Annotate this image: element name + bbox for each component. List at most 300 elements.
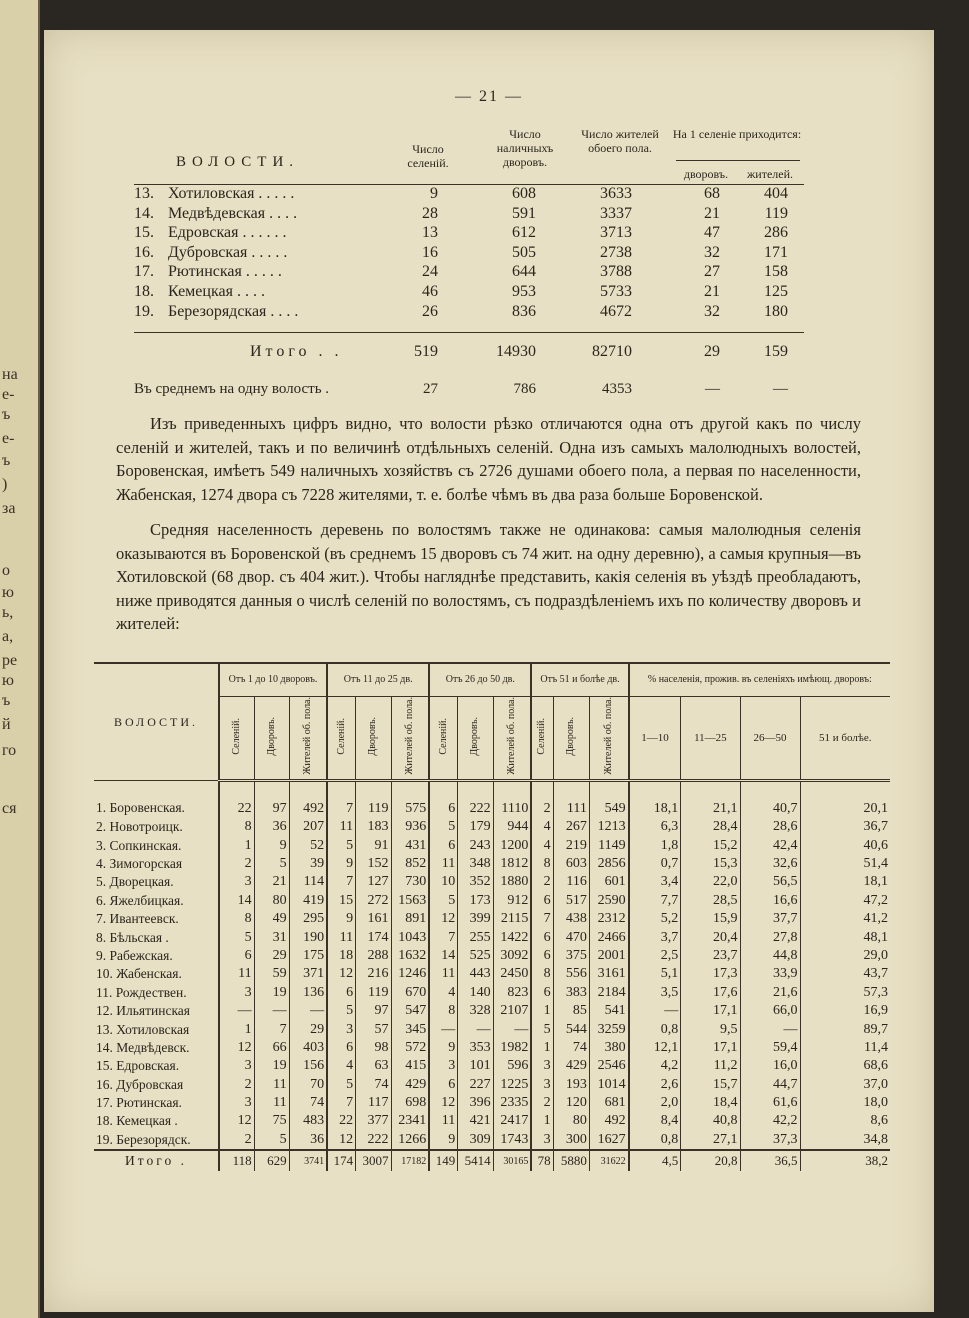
cell: 3 [327, 1020, 356, 1038]
cell: 2001 [589, 947, 628, 965]
cell: — [458, 1020, 493, 1038]
cell: 22 [327, 1112, 356, 1130]
cell: 0,8 [629, 1131, 681, 1150]
cell: 80 [553, 1112, 589, 1130]
summary-row-number: 19. [134, 302, 154, 320]
cell: 2 [219, 855, 254, 873]
cell: 3337 [600, 204, 632, 222]
margin-fragment: о [2, 562, 10, 579]
cell: 175 [289, 947, 327, 965]
cell: 2417 [493, 1112, 531, 1130]
cell: 8,6 [870, 1113, 888, 1129]
summary-header-zhitelei: Число жителей обоего пола. [581, 127, 659, 155]
cell: 9 [327, 910, 356, 928]
cell: 2107 [493, 1002, 531, 1020]
cell: 161 [356, 910, 391, 928]
table-row [94, 873, 890, 891]
row-name: 8. Бѣльская . [94, 928, 219, 946]
cell: 16 [422, 243, 438, 261]
cell: 1110 [493, 780, 531, 818]
cell: 18,4 [681, 1094, 740, 1112]
cell: 4 [531, 818, 553, 836]
cell: 8 [429, 1002, 458, 1020]
cell: 11 [327, 818, 356, 836]
subheader-label: Жителей об. пола. [403, 697, 415, 775]
cell: 1 [531, 1002, 553, 1020]
margin-fragment: ь, [2, 604, 14, 621]
cell: 152 [356, 855, 391, 873]
cell: 27,8 [740, 928, 800, 946]
cell: 207 [289, 818, 327, 836]
cell: 222 [356, 1131, 391, 1150]
cell: 1246 [391, 965, 429, 983]
summary-row-name: Рютинская . . . . . [168, 263, 282, 281]
cell: 15,7 [681, 1076, 740, 1094]
cell: 21 [704, 283, 720, 300]
row-name: 3. Сопкинская. [94, 836, 219, 854]
cell: 1422 [493, 928, 531, 946]
cell: 7 [327, 873, 356, 891]
cell: 14930 [496, 343, 536, 360]
cell: 15,3 [681, 855, 740, 873]
subheader-dv [458, 697, 493, 781]
cell: 295 [289, 910, 327, 928]
cell: 2 [531, 780, 553, 818]
summary-row [44, 283, 844, 302]
margin-fragment: й [2, 716, 11, 733]
margin-fragment: ) [2, 476, 8, 493]
cell: 3 [219, 873, 254, 891]
cell: 117 [356, 1094, 391, 1112]
subheader-p4: 51 и болѣе. [800, 697, 890, 781]
cell: 396 [458, 1094, 493, 1112]
cell: 8 [219, 818, 254, 836]
cell: 4 [531, 836, 553, 854]
summary-row-name: Едровская . . . . . . [168, 224, 287, 242]
cell: 2590 [589, 892, 628, 910]
subheader-zh [391, 697, 429, 781]
row-name: 5. Дворецкая. [94, 873, 219, 891]
cell: 42,4 [740, 836, 800, 854]
cell: 101 [458, 1057, 493, 1075]
cell: 5,2 [629, 910, 681, 928]
cell: 7,7 [629, 892, 681, 910]
cell: 5733 [600, 283, 632, 300]
cell: 19 [254, 984, 289, 1002]
cell: 2,5 [629, 947, 681, 965]
cell: 519 [414, 343, 438, 360]
cell: 5 [531, 1020, 553, 1038]
cell: 56,5 [740, 873, 800, 891]
cell: 6 [327, 1039, 356, 1057]
cell: 6 [429, 836, 458, 854]
cell: 32,6 [740, 855, 800, 873]
cell: 20,4 [681, 928, 740, 946]
summary-row-number: 15. [134, 224, 154, 242]
cell: 17,3 [681, 965, 740, 983]
cell: 12 [327, 1131, 356, 1150]
summary-header-per-dvor: дворовъ. [683, 167, 729, 181]
cell: 4353 [602, 381, 632, 397]
cell: 12,1 [629, 1039, 681, 1057]
cell: 119 [356, 780, 391, 818]
cell: 541 [589, 1002, 628, 1020]
cell: — [705, 381, 720, 397]
cell: 596 [493, 1057, 531, 1075]
margin-fragment: е- [2, 430, 15, 447]
cell: 6 [531, 928, 553, 946]
cell: — [773, 381, 788, 397]
summary-row-name: Березорядская . . . . [168, 302, 299, 320]
margin-fragment: ю [2, 584, 14, 601]
cell: 1,8 [629, 836, 681, 854]
cell: 180 [764, 302, 788, 320]
cell: 601 [589, 873, 628, 891]
cell: 2 [531, 1094, 553, 1112]
cell: 556 [553, 965, 589, 983]
cell: 17,1 [681, 1039, 740, 1057]
row-name: 2. Новотроицк. [94, 818, 219, 836]
cell: 32 [704, 302, 720, 320]
cell: 549 [589, 780, 628, 818]
subheader-label: Дворовъ. [469, 716, 481, 756]
row-name: 4. Зимогорская [94, 855, 219, 873]
total-cell: 3007 [356, 1150, 391, 1171]
subheader-label: Селеній. [230, 717, 242, 755]
cell: 6 [531, 892, 553, 910]
cell: 6 [219, 947, 254, 965]
summary-row-number: 18. [134, 283, 154, 300]
row-name: 1. Боровенская. [94, 780, 219, 818]
cell: 222 [458, 780, 493, 818]
cell: 575 [391, 780, 429, 818]
subheader-sel [327, 697, 356, 781]
cell: 438 [553, 910, 589, 928]
cell: 82710 [592, 343, 632, 360]
cell: 2335 [493, 1094, 531, 1112]
cell: 6 [531, 947, 553, 965]
cell: 3,7 [629, 928, 681, 946]
subheader-label: Жителей об. пола. [301, 697, 313, 775]
cell: 21,1 [681, 780, 740, 818]
total-cell: 30165 [493, 1150, 531, 1171]
cell: 11 [429, 965, 458, 983]
table-row [94, 1094, 890, 1112]
subheader-p1: 1—10 [629, 697, 681, 781]
summary-row [44, 303, 844, 322]
cell: 37,7 [740, 910, 800, 928]
left-page-edge [0, 0, 40, 1318]
summary-table [44, 30, 934, 410]
cell: 47,2 [863, 892, 888, 908]
cell: 70 [289, 1076, 327, 1094]
cell: 483 [289, 1112, 327, 1130]
cell: 243 [458, 836, 493, 854]
cell: 47 [704, 224, 720, 242]
cell: 7 [327, 780, 356, 818]
cell: 12 [219, 1112, 254, 1130]
cell: 470 [553, 928, 589, 946]
margin-fragment: ъ [2, 692, 11, 709]
subheader-label: Дворовъ. [265, 716, 277, 756]
cell: 74 [553, 1039, 589, 1057]
cell: 3 [531, 1076, 553, 1094]
cell: 505 [512, 243, 536, 261]
cell: 1632 [391, 947, 429, 965]
cell: 5 [429, 818, 458, 836]
cell: 2450 [493, 965, 531, 983]
cell: 75 [254, 1112, 289, 1130]
cell: 32 [704, 243, 720, 261]
subheader-dv [356, 697, 391, 781]
cell: 28,4 [681, 818, 740, 836]
cell: 127 [356, 873, 391, 891]
cell: 786 [513, 381, 536, 397]
villages-total-row [94, 1150, 890, 1171]
cell: — [493, 1020, 531, 1038]
summary-header-volosti: ВОЛОСТИ. [176, 154, 300, 170]
cell: 1 [219, 836, 254, 854]
table-row [94, 836, 890, 854]
cell: 836 [512, 302, 536, 320]
cell: 1266 [391, 1131, 429, 1150]
cell: 11,2 [681, 1057, 740, 1075]
cell: 4 [429, 984, 458, 1002]
cell: 59 [254, 965, 289, 983]
cell: 429 [391, 1076, 429, 1094]
cell: 300 [553, 1131, 589, 1150]
cell: 9 [327, 855, 356, 873]
cell: 89,7 [863, 1021, 888, 1037]
cell: 190 [289, 928, 327, 946]
cell: 43,7 [863, 966, 888, 982]
cell: 20,1 [863, 800, 888, 816]
cell: 29 [704, 343, 720, 360]
header-group-5: % населенія, прожив. въ селеніяхъ имѣющ. дворовъ: [629, 663, 890, 697]
summary-total-rule [134, 332, 804, 333]
cell: 272 [356, 892, 391, 910]
cell: 5 [219, 928, 254, 946]
cell: 23,7 [681, 947, 740, 965]
cell: 174 [356, 928, 391, 946]
cell: 4 [327, 1057, 356, 1075]
cell: 608 [512, 185, 536, 202]
row-name: 10. Жабенская. [94, 965, 219, 983]
cell: 27,1 [681, 1131, 740, 1150]
cell: 419 [289, 892, 327, 910]
cell: 348 [458, 855, 493, 873]
cell: 219 [553, 836, 589, 854]
subheader-label: Селеній. [536, 717, 548, 755]
total-cell: 17182 [391, 1150, 429, 1171]
cell: 2,6 [629, 1076, 681, 1094]
subheader-label: Дворовъ. [367, 716, 379, 756]
cell: 2115 [493, 910, 531, 928]
cell: 5 [327, 1076, 356, 1094]
cell: 98 [356, 1039, 391, 1057]
cell: 1200 [493, 836, 531, 854]
summary-row [44, 263, 844, 282]
cell: 11 [254, 1076, 289, 1094]
cell: 1225 [493, 1076, 531, 1094]
total-cell: 118 [219, 1150, 254, 1171]
cell: 18,0 [863, 1095, 888, 1111]
cell: 29 [254, 947, 289, 965]
total-cell: 78 [531, 1150, 553, 1171]
cell: 415 [391, 1057, 429, 1075]
cell: 18 [327, 947, 356, 965]
cell: 2466 [589, 928, 628, 946]
row-name: 13. Хотиловская [94, 1020, 219, 1038]
subheader-p3: 26—50 [740, 697, 800, 781]
cell: 28,6 [740, 818, 800, 836]
cell: 68 [704, 185, 720, 202]
cell: 1982 [493, 1039, 531, 1057]
cell: 11 [254, 1094, 289, 1112]
cell: 1014 [589, 1076, 628, 1094]
cell: 644 [512, 263, 536, 281]
summary-row-name: Кемецкая . . . . [168, 283, 265, 300]
paragraph-1: Изъ приведенныхъ цифръ видно, что волости рѣзко отличаются одна отъ другой какъ по числу селеній и жителей, такъ и по величинѣ отдѣльныхъ селеній. Одна изъ самыхъ малолюдныхъ волостей, Боровенская, имѣетъ 549 наличныхъ хозяйствъ съ 2726 душами обоего пола, а первая по населенности, Жабенская, 1274 двора съ 7228 жителями, т. е. болѣе чѣмъ въ два раза больше Боровенской. [116, 414, 861, 504]
cell: 36 [254, 818, 289, 836]
cell: 41,2 [863, 911, 888, 927]
summary-header-rule [676, 160, 800, 161]
cell: 286 [764, 224, 788, 242]
cell: 547 [391, 1002, 429, 1020]
cell: 216 [356, 965, 391, 983]
summary-row-number: 16. [134, 243, 154, 261]
cell: 9 [430, 185, 438, 202]
table-row [94, 1057, 890, 1075]
cell: 24 [422, 263, 438, 281]
cell: — [740, 1020, 800, 1038]
header-group-1: Отъ 1 до 10 дворовъ. [219, 663, 327, 697]
cell: 63 [356, 1057, 391, 1075]
cell: 3633 [600, 185, 632, 202]
cell: 17,6 [681, 984, 740, 1002]
cell: 52 [289, 836, 327, 854]
cell: 5 [254, 855, 289, 873]
cell: — [629, 1002, 681, 1020]
subheader-zh [289, 697, 327, 781]
row-name: 11. Рождествен. [94, 984, 219, 1002]
cell: 46 [422, 283, 438, 300]
total-cell: 20,8 [681, 1150, 740, 1171]
summary-header-per-zhit: жителей. [746, 167, 794, 181]
cell: 91 [356, 836, 391, 854]
cell: 85 [553, 1002, 589, 1020]
cell: 193 [553, 1076, 589, 1094]
cell: 421 [458, 1112, 493, 1130]
margin-fragment: а, [2, 628, 14, 645]
margin-fragment: е- [2, 386, 15, 403]
cell: 429 [553, 1057, 589, 1075]
cell: 2 [531, 873, 553, 891]
cell: 21 [704, 204, 720, 222]
cell: 12 [429, 910, 458, 928]
cell: 183 [356, 818, 391, 836]
cell: 6 [429, 1076, 458, 1094]
villages-table [94, 662, 890, 1171]
cell: 517 [553, 892, 589, 910]
cell: 371 [289, 965, 327, 983]
summary-row-number: 17. [134, 263, 154, 281]
cell: 11 [429, 1112, 458, 1130]
page-number: — 21 — [455, 88, 523, 105]
cell: 698 [391, 1094, 429, 1112]
cell: 431 [391, 836, 429, 854]
cell: 44,8 [740, 947, 800, 965]
cell: 3161 [589, 965, 628, 983]
summary-row-number: 14. [134, 204, 154, 222]
cell: 97 [356, 1002, 391, 1020]
cell: 29,0 [863, 947, 888, 963]
cell: 11 [327, 928, 356, 946]
cell: 28,5 [681, 892, 740, 910]
total-cell: 174 [327, 1150, 356, 1171]
header-group-3: Отъ 26 до 50 дв. [429, 663, 531, 697]
table-row [94, 910, 890, 928]
cell: 1 [531, 1112, 553, 1130]
summary-row [44, 244, 844, 263]
cell: 36,7 [863, 819, 888, 835]
summary-row-name: Хотиловская . . . . . [168, 185, 295, 202]
cell: 7 [327, 1094, 356, 1112]
cell: 11 [429, 855, 458, 873]
subheader-zh [493, 697, 531, 781]
cell: 227 [458, 1076, 493, 1094]
subheader-p2: 11—25 [681, 697, 740, 781]
cell: 1743 [493, 1131, 531, 1150]
cell: 14 [219, 892, 254, 910]
total-cell: 3741 [289, 1150, 327, 1171]
margin-fragment: ъ [2, 406, 11, 423]
book-page [44, 30, 934, 1312]
cell: 21 [254, 873, 289, 891]
cell: 1149 [589, 836, 628, 854]
subheader-dv [254, 697, 289, 781]
cell: 31 [254, 928, 289, 946]
cell: 2341 [391, 1112, 429, 1130]
summary-row [44, 224, 844, 243]
subheader-label: Селеній. [437, 717, 449, 755]
cell: 119 [356, 984, 391, 1002]
cell: 2312 [589, 910, 628, 928]
cell: 116 [553, 873, 589, 891]
row-name: 14. Медвѣдевск. [94, 1039, 219, 1057]
cell: 8 [531, 965, 553, 983]
cell: 823 [493, 984, 531, 1002]
row-name: 12. Ильятинская [94, 1002, 219, 1020]
cell: 2738 [600, 243, 632, 261]
table-row [94, 1131, 890, 1150]
cell: 9 [429, 1131, 458, 1150]
cell: 11,4 [864, 1039, 888, 1055]
cell: 7 [429, 928, 458, 946]
cell: 443 [458, 965, 493, 983]
cell: 383 [553, 984, 589, 1002]
cell: 3,5 [629, 984, 681, 1002]
cell: 59,4 [740, 1039, 800, 1057]
cell: 670 [391, 984, 429, 1002]
total-label: Итого . [94, 1150, 219, 1171]
table-row [94, 892, 890, 910]
cell: 525 [458, 947, 493, 965]
cell: 15 [327, 892, 356, 910]
cell: 140 [458, 984, 493, 1002]
cell: 40,8 [681, 1112, 740, 1130]
cell: 68,6 [863, 1058, 888, 1074]
